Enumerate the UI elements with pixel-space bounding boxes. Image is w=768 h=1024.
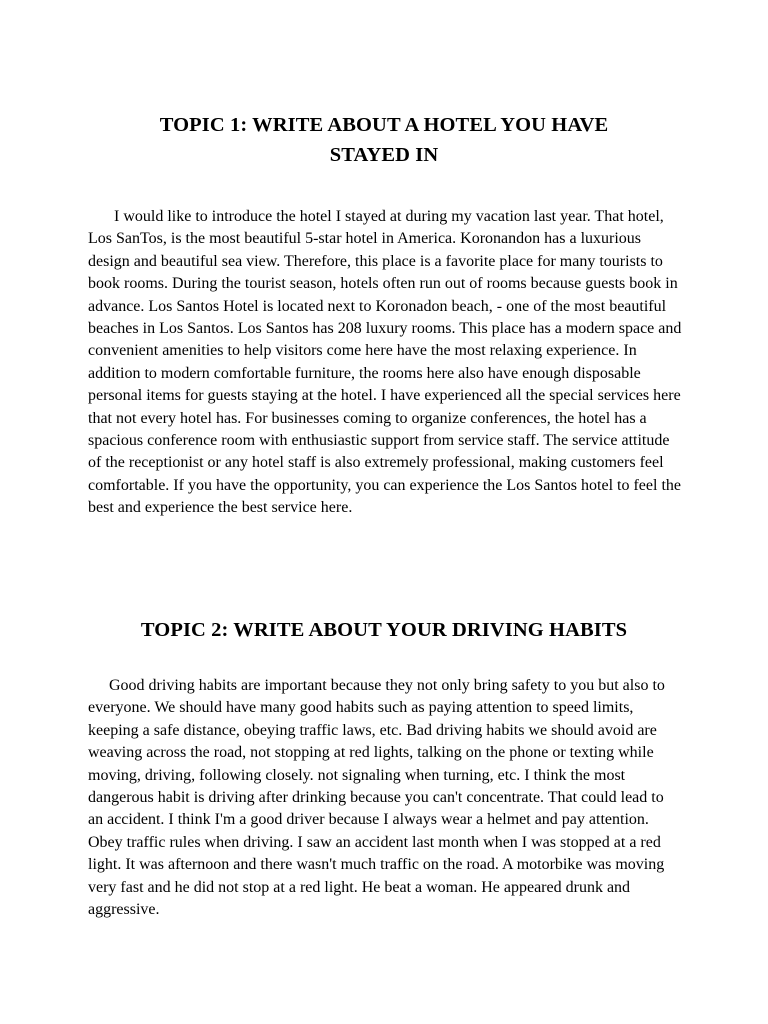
topic-2-heading: TOPIC 2: WRITE ABOUT YOUR DRIVING HABITS [140,619,628,641]
topic-2-paragraph: Good driving habits are important because they not only bring safety to you but also to everyone. We should have many good habits such as paying attention to speed limits, keeping a safe distance, obeying traffic laws, etc. Bad driving habits we should avoid are weaving across the road, not stopping at red lights, talking on the phone or texting while moving, driving, following closely. not signaling when turning, etc. I think the most dangerous habit is driving after drinking because you can't concentrate. That could lead to an accident. I think I'm a good driver because I always wear a helmet and pay attention. Obey traffic rules when driving. I saw an accident last month when I was stopped at a red light. It was afternoon and there wasn't much traffic on the road. A motorbike was moving very fast and he did not stop at a red light. He beat a woman. He appeared drunk and aggressive. [88,677,665,919]
topic-1-paragraph: I would like to introduce the hotel I stayed at during my vacation last year. That hotel, Los SanTos, is the most beautiful 5-star hotel in America. Koronandon has a luxurious design and beautiful sea view. Therefore, this place is a favorite place for many tourists to book rooms. During the tourist season, hotels often run out of rooms because guests book in advance. Los Santos Hotel is located next to Koronadon beach, - one of the most beautiful beaches in Los Santos. Los Santos has 208 luxury rooms. This place has a modern space and convenient amenities to help visitors come here have the most relaxing experience. In addition to modern comfortable furniture, the rooms here also have enough disposable personal items for guests staying at the hotel. I have experienced all the special services here that not every hotel has. For businesses coming to organize conferences, the hotel has a spacious conference room with enthusiastic support from service staff. The service attitude of the receptionist or any hotel staff is also extremely professional, making customers feel comfortable. If you have the opportunity, you can experience the Los Santos hotel to feel the best and experience the best service here. [88,208,682,517]
topic-1-heading: TOPIC 1: WRITE ABOUT A HOTEL YOU HAVE STAYED IN [159,114,609,166]
